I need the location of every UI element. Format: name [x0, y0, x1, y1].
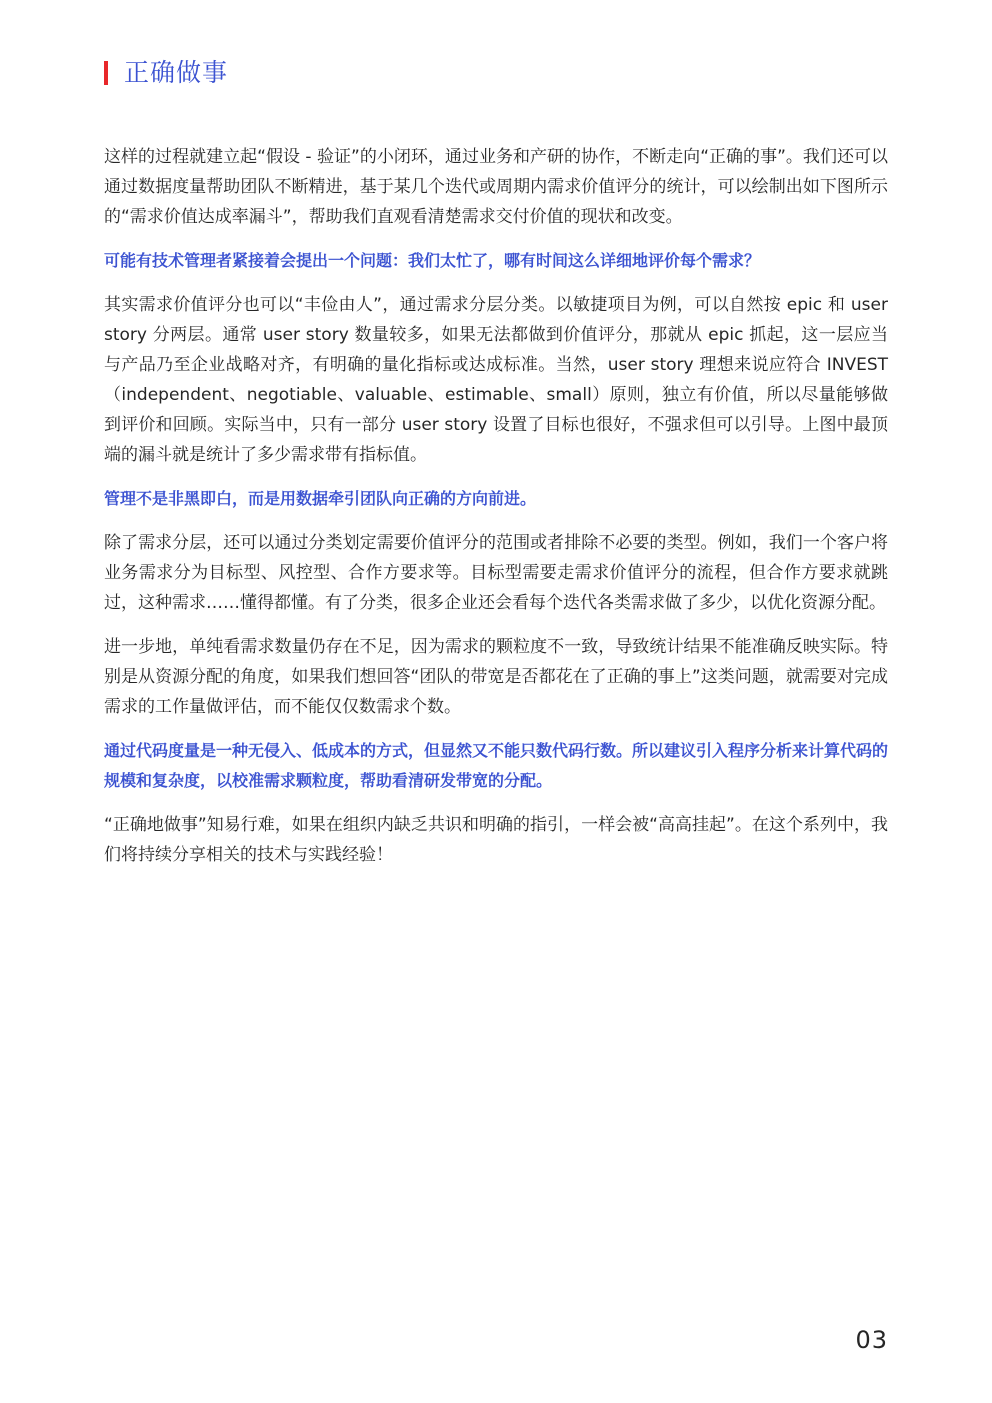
article-body — [104, 142, 888, 884]
highlight-management: 管理不是非黑即白，而是用数据牵引团队向正确的方向前进。 — [104, 489, 537, 508]
section-accent-bar — [104, 61, 108, 85]
paragraph-granularity: 进一步地，单纯看需求数量仍存在不足，因为需求的颗粒度不一致，导致统计结果不能准确反映实际。特别是从资源分配的角度，如果我们想回答“团队的带宽是否都花在了正确的事上”这类问题，就需要对完成需求的工作量做评估，而不能仅仅数需求个数。 — [104, 637, 888, 717]
paragraph-hypothesis-loop: 这样的过程就建立起“假设 - 验证”的小闭环，通过业务和产研的协作，不断走向“正确的事”。我们还可以通过数据度量帮助团队不断精进，基于某几个迭代或周期内需求价值评分的统计，可以绘制出如下图所示的“需求价值达成率漏斗”，帮助我们直观看清楚需求交付价值的现状和改变。 — [104, 147, 888, 227]
highlight-question: 可能有技术管理者紧接着会提出一个问题：我们太忙了，哪有时间这么详细地评价每个需求？ — [104, 251, 761, 270]
section-header — [104, 56, 228, 90]
paragraph-conclusion: “正确地做事”知易行难，如果在组织内缺乏共识和明确的指引，一样会被“高高挂起”。在这个系列中，我们将持续分享相关的技术与实践经验！ — [104, 815, 888, 865]
paragraph-categorization: 除了需求分层，还可以通过分类划定需要价值评分的范围或者排除不必要的类型。例如，我们一个客户将业务需求分为目标型、风控型、合作方要求等。目标型需要走需求价值评分的流程，但合作方要求就跳过，这种需求……懂得都懂。有了分类，很多企业还会看每个迭代各类需求做了多少，以优化资源分配。 — [104, 533, 888, 613]
highlight-code-metrics: 通过代码度量是一种无侵入、低成本的方式，但显然又不能只数代码行数。所以建议引入程序分析来计算代码的规模和复杂度，以校准需求颗粒度，帮助看清研发带宽的分配。 — [104, 741, 889, 790]
page-number: 03 — [855, 1326, 888, 1354]
paragraph-layered-scoring: 其实需求价值评分也可以“丰俭由人”，通过需求分层分类。以敏捷项目为例，可以自然按 epic 和 user story 分两层。通常 user story 数量较多，如果无法都做到价值评分，那就从 epic 抓起，这一层应当与产品乃至企业战略对齐，有明确的量化指标或达成标准。当然，user story 理想来说应符合 INVEST（independent、negotiable、valuable、estimable、small）原则，独立有价值，所以尽量能够做到评价和回顾。实际当中，只有一部分 user story 设置了目标也很好，不强求但可以引导。上图中最顶端的漏斗就是统计了多少需求带有指标值。 — [104, 295, 888, 465]
section-title: 正确做事 — [124, 58, 229, 87]
